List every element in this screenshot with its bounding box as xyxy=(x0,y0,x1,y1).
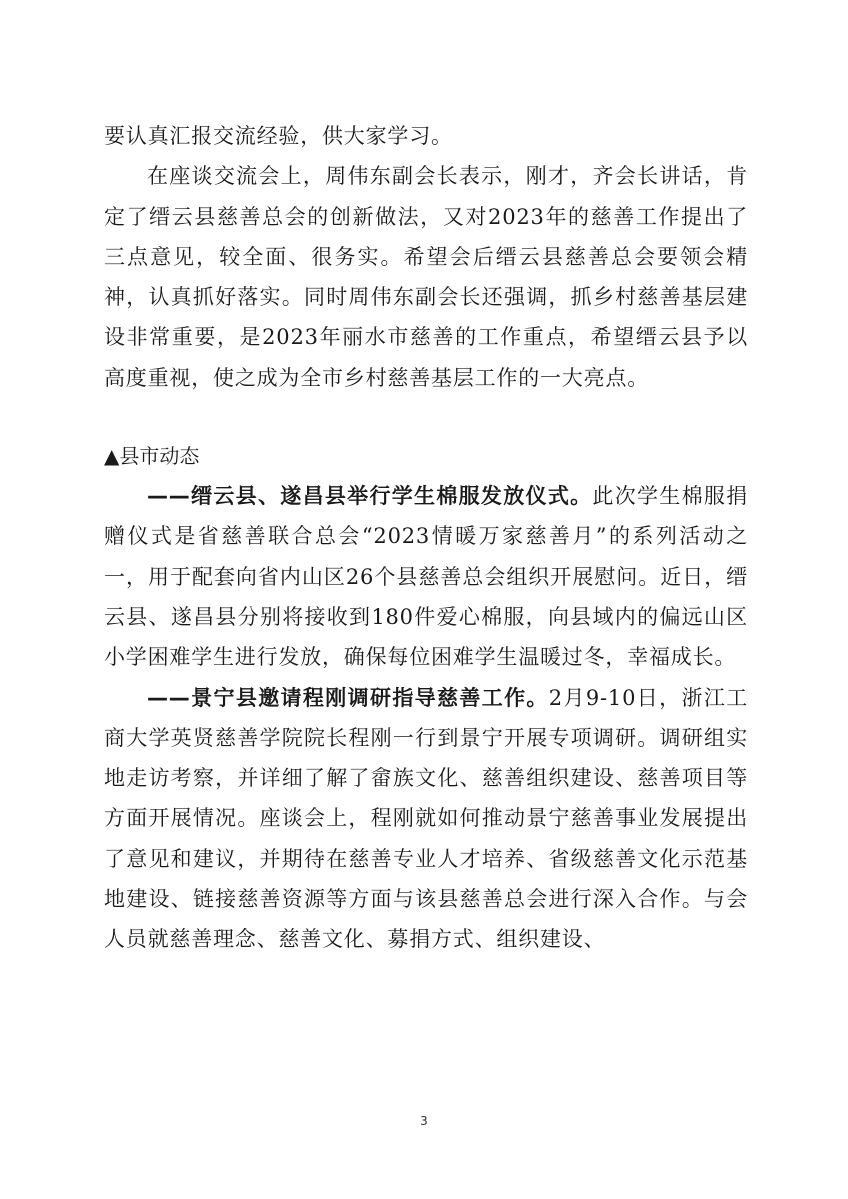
news-item-body: 2月9-10日，浙江工商大学英贤慈善学院院长程刚一行到景宁开展专项调研。调研组实地走访考察，并详细了解了畲族文化、慈善组织建设、慈善项目等方面开展情况。座谈会上，程刚就如何推动景宁慈善事业发展提出了意见和建议，并期待在慈善专业人才培养、省级慈善文化示范基地建设、链接慈善资源等方面与该县慈善总会进行深入合作。与会人员就慈善理念、慈善文化、募捐方式、组织建设、 xyxy=(104,685,748,952)
section-gap xyxy=(104,398,748,436)
news-item-body: 此次学生棉服捐赠仪式是省慈善联合总会“2023情暖万家慈善月”的系列活动之一，用于配套向省内山区26个县慈善总会组织开展慰问。近日，缙云县、遂昌县分别将接收到180件爱心棉服，向县域内的偏远山区小学困难学生进行发放，确保每位困难学生温暖过冬，幸福成长。 xyxy=(104,484,748,670)
section-heading: ▲县市动态 xyxy=(104,444,200,469)
news-item xyxy=(104,476,748,677)
intro-continuation: 要认真汇报交流经验，供大家学习。 xyxy=(104,124,453,148)
news-item-title: ——缙云县、遂昌县举行学生棉服发放仪式。 xyxy=(147,484,593,509)
news-item xyxy=(104,678,748,960)
intro-paragraph: 在座谈交流会上，周伟东副会长表示，刚才，齐会长讲话，肯定了缙云县慈善总会的创新做法，又对2023年的慈善工作提出了三点意见，较全面、很务实。希望会后缙云县慈善总会要领会精神，认真抓好落实。同时周伟东副会长还强调，抓乡村慈善基层建设非常重要，是2023年丽水市慈善的工作重点，希望缙云县予以高度重视，使之成为全市乡村慈善基层工作的一大亮点。 xyxy=(104,164,748,390)
news-item-title: ——景宁县邀请程刚调研指导慈善工作。 xyxy=(147,685,549,710)
page-number: 3 xyxy=(420,1114,428,1128)
document-page xyxy=(104,116,748,960)
